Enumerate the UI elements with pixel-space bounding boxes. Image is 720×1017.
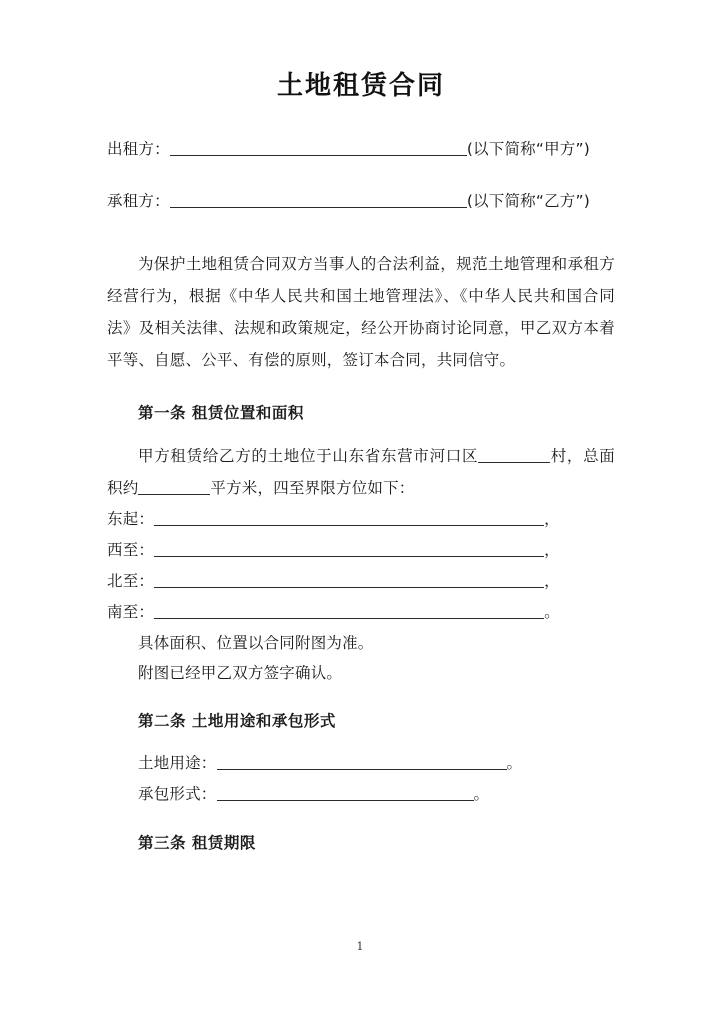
boundary-east-label: 东起： [107,509,155,528]
contract-form-terminator: 。 [473,784,490,803]
boundary-north-label: 北至： [107,571,155,590]
lessor-line [107,134,615,164]
lessee-label: 承租方： [107,191,170,210]
boundary-south-terminator: 。 [544,602,560,621]
lessor-block [107,134,615,164]
document-body [107,70,615,870]
lessee-block [107,186,615,216]
land-usage-terminator: 。 [506,753,523,772]
preamble-paragraph: 为保护土地租赁合同双方当事人的合法利益，规范土地管理和承租方经营行为，根据《中华人民共和国土地管理法》、《中华人民共和国合同法》及相关法律、法规和政策规定，经公开协商讨论同意，甲乙双方本着平等、自愿、公平、有偿的原则，签订本合同，共同信守。 [107,254,615,369]
boundary-west-label: 西至： [107,540,155,559]
article-1-lead-suffix: 平方米，四至界限方位如下： [210,478,415,497]
lessor-blank-field[interactable] [170,138,467,156]
village-blank-field[interactable] [478,445,550,463]
article-1-lead-prefix: 甲方租赁给乙方的土地位于山东省东营市河口区 [138,446,479,465]
boundary-west-terminator: ， [544,540,560,559]
article-1-heading: 第一条 租赁位置和面积 [138,403,304,422]
lessee-line [107,186,615,216]
boundary-east [107,504,615,535]
lessee-blank-field[interactable] [170,190,467,208]
article-1-note-area: 具体面积、位置以合同附图为准。 [138,633,374,652]
boundary-north [107,566,615,597]
contract-form-blank-field[interactable] [217,783,474,801]
boundary-south-label: 南至： [107,602,155,621]
article-1-lead [107,440,615,504]
article-2-heading: 第二条 土地用途和承包形式 [138,711,336,730]
land-usage-blank-field[interactable] [217,752,507,770]
land-usage-field-line [107,748,615,779]
boundary-west [107,535,615,566]
boundary-east-blank-field[interactable] [154,508,544,526]
lessor-label: 出租方： [107,139,170,158]
page-number: 1 [356,940,364,953]
contract-form-field-line [107,779,615,810]
contract-form-label: 承包形式： [138,784,217,803]
area-blank-field[interactable] [138,477,210,495]
article-1-lead-middle: 村，总面积约 [107,446,616,497]
land-usage-label: 土地用途： [138,753,217,772]
boundary-north-terminator: ， [544,571,560,590]
boundary-south-blank-field[interactable] [154,601,544,619]
lessor-suffix: (以下简称“甲方”) [466,139,590,158]
page-title: 土地租赁合同 [276,71,445,101]
boundary-south [107,597,615,628]
boundary-east-terminator: ， [544,509,560,528]
boundary-north-blank-field[interactable] [154,570,544,588]
spacer [107,238,615,248]
boundary-west-blank-field[interactable] [154,539,544,557]
article-1-note-signature: 附图已经甲乙双方签字确认。 [138,663,343,682]
article-3-heading: 第三条 租赁期限 [138,833,256,852]
lessee-suffix: (以下简称“乙方”) [466,191,590,210]
